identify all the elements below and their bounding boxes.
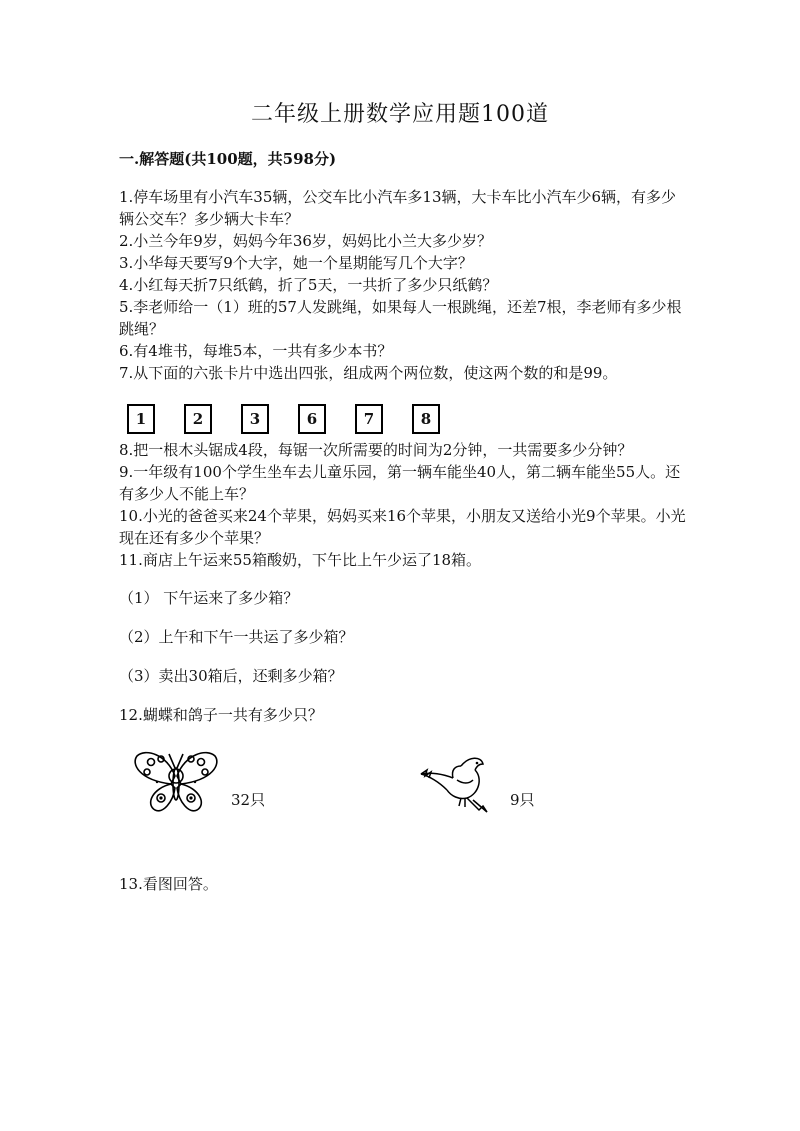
question-9: 9.一年级有100个学生坐车去儿童乐园，第一辆车能坐40人，第二辆车能坐55人。还有多少人不能上车？ bbox=[119, 463, 681, 503]
number-card: 7 bbox=[355, 404, 383, 434]
question-4: 4.小红每天折7只纸鹤，折了5天，一共折了多少只纸鹤？ bbox=[119, 276, 498, 294]
question-list bbox=[119, 186, 689, 895]
number-card: 3 bbox=[241, 404, 269, 434]
question-11-part-3: （3）卖出30箱后，还剩多少箱？ bbox=[119, 667, 343, 685]
question-11-part-1: （1） 下午运来了多少箱？ bbox=[119, 589, 299, 607]
question-1: 1.停车场里有小汽车35辆，公交车比小汽车多13辆，大卡车比小汽车少6辆，有多少辆公交车？多少辆大卡车？ bbox=[119, 188, 677, 228]
question-8: 8.把一根木头锯成4段，每锯一次所需要的时间为2分钟，一共需要多少分钟？ bbox=[119, 441, 633, 459]
question-11: 11.商店上午运来55箱酸奶，下午比上午少运了18箱。 bbox=[119, 551, 482, 569]
dove-count: 9只 bbox=[510, 791, 535, 809]
question-2: 2.小兰今年9岁，妈妈今年36岁，妈妈比小兰大多少岁？ bbox=[119, 232, 492, 250]
number-cards bbox=[127, 404, 689, 436]
question-3: 3.小华每天要写9个大字，她一个星期能写几个大字？ bbox=[119, 254, 473, 272]
question-10: 10.小光的爸爸买来24个苹果，妈妈买来16个苹果，小朋友又送给小光9个苹果。小光现在还有多少个苹果？ bbox=[119, 507, 686, 547]
question-13: 13.看图回答。 bbox=[119, 875, 218, 893]
number-card: 2 bbox=[184, 404, 212, 434]
butterfly-icon bbox=[131, 746, 221, 818]
question-12: 12.蝴蝶和鸽子一共有多少只？ bbox=[119, 706, 323, 724]
animal-figure bbox=[119, 746, 689, 836]
section-heading: 一.解答题(共100题，共598分) bbox=[119, 150, 337, 168]
question-6: 6.有4堆书，每堆5本，一共有多少本书？ bbox=[119, 342, 393, 360]
question-7: 7.从下面的六张卡片中选出四张，组成两个两位数，使这两个数的和是99。 bbox=[119, 364, 618, 382]
number-card: 6 bbox=[298, 404, 326, 434]
butterfly-count: 32只 bbox=[231, 791, 266, 809]
number-card: 1 bbox=[127, 404, 155, 434]
page-title: 二年级上册数学应用题100道 bbox=[251, 102, 549, 127]
dove-icon bbox=[417, 746, 497, 816]
question-5: 5.李老师给一（1）班的57人发跳绳，如果每人一根跳绳，还差7根，李老师有多少根跳绳？ bbox=[119, 298, 682, 338]
number-card: 8 bbox=[412, 404, 440, 434]
question-11-part-2: （2）上午和下午一共运了多少箱？ bbox=[119, 628, 354, 646]
